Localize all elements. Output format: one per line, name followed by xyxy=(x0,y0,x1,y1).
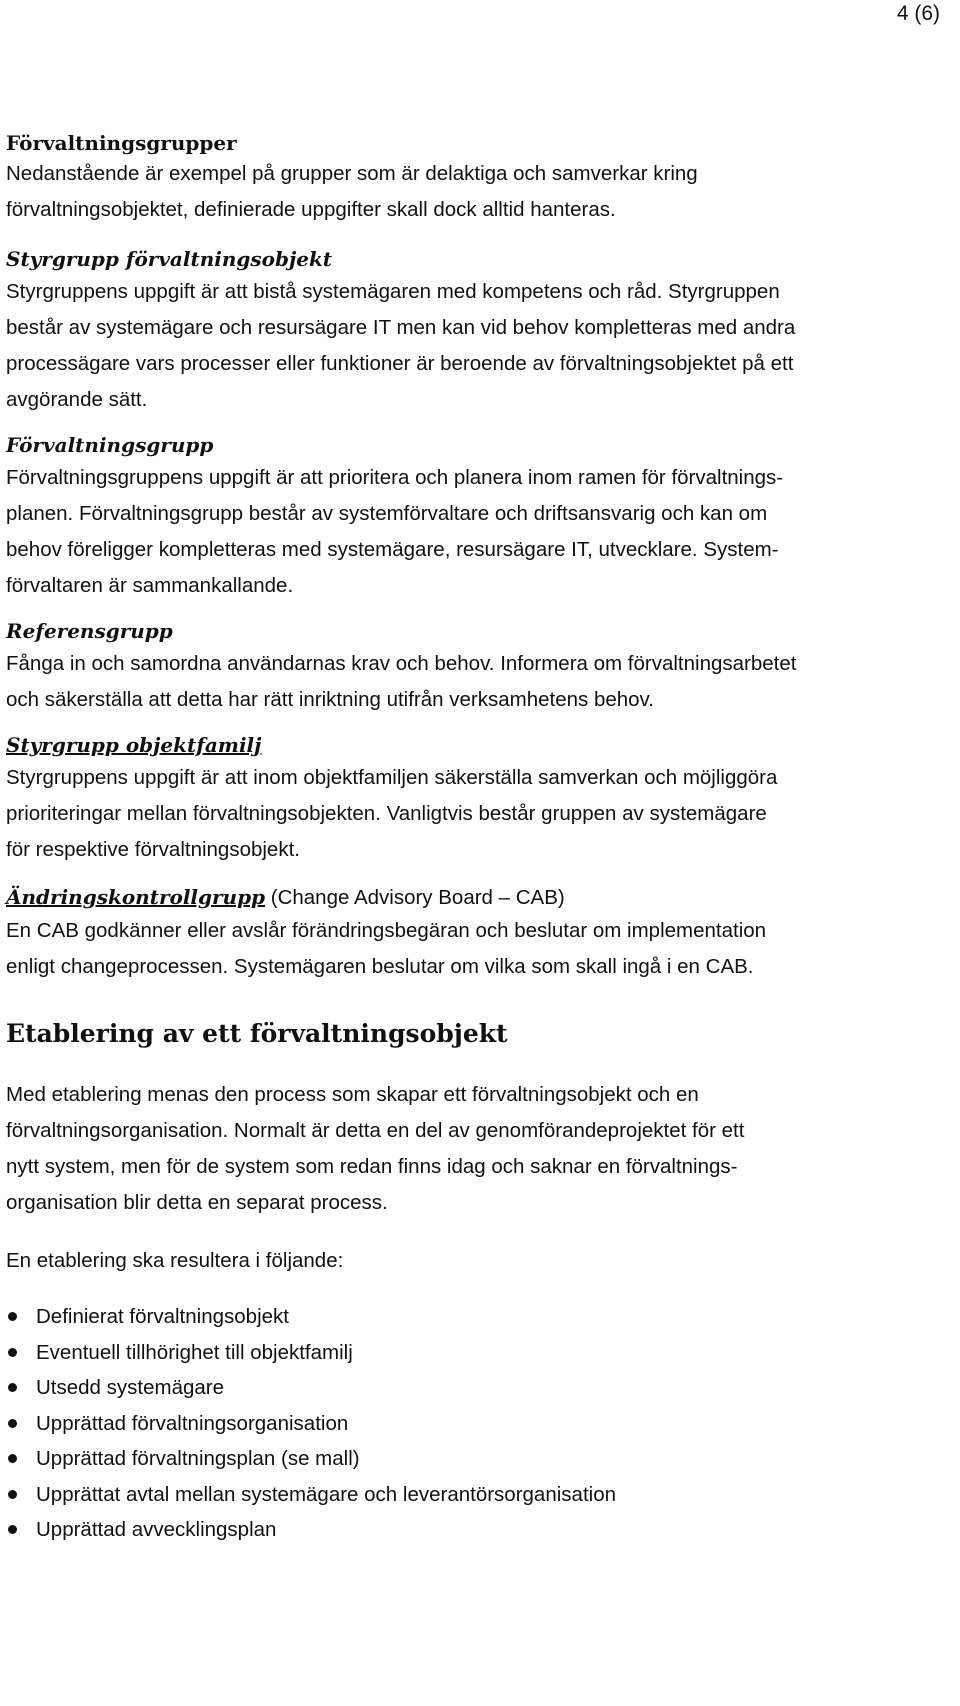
bullet-icon xyxy=(8,1312,17,1321)
paragraph-line: Med etablering menas den process som skapar ett förvaltningsobjekt och en xyxy=(6,1083,699,1106)
document-body xyxy=(6,130,946,1548)
list-item-text: Upprättad förvaltningsorganisation xyxy=(36,1411,349,1435)
section-heading xyxy=(6,882,946,913)
paragraph-line: planen. Förvaltningsgrupp består av systemförvaltare och driftsansvarig och kan om xyxy=(6,502,768,525)
paragraph-line: förvaltaren är sammankallande. xyxy=(6,574,294,597)
paragraph-line: förvaltningsorganisation. Normalt är detta en del av genomförandeprojektet för ett xyxy=(6,1119,745,1142)
list-item xyxy=(6,1441,946,1477)
page-number: 4 (6) xyxy=(896,2,940,25)
results-list xyxy=(6,1299,946,1548)
bullet-icon xyxy=(8,1348,17,1357)
list-item-text: Upprättad förvaltningsplan (se mall) xyxy=(36,1447,360,1470)
section-forvaltningsgrupper xyxy=(6,130,946,228)
paragraph-line: består av systemägare och resursägare IT men kan vid behov kompletteras med andra xyxy=(6,316,796,339)
bullet-icon xyxy=(8,1383,17,1392)
section-heading: Referensgrupp xyxy=(6,619,173,643)
list-item xyxy=(6,1477,946,1513)
section-heading xyxy=(6,730,946,760)
section-heading-text: Ändringskontrollgrupp xyxy=(6,885,266,909)
list-item-text: Upprättat avtal mellan systemägare och leverantörsorganisation xyxy=(36,1482,616,1506)
list-item-text: Utsedd systemägare xyxy=(36,1376,225,1399)
paragraph-line: och säkerställa att detta har rätt inriktning utifrån verksamhetens behov. xyxy=(6,688,654,711)
section-heading: Styrgrupp förvaltningsobjekt xyxy=(6,247,333,271)
list-item xyxy=(6,1370,946,1406)
results-intro: En etablering ska resultera i följande: xyxy=(6,1249,344,1272)
paragraph-line: Styrgruppens uppgift är att inom objektfamiljen säkerställa samverkan och möjliggöra xyxy=(6,766,778,789)
bullet-icon xyxy=(8,1490,17,1499)
paragraph xyxy=(6,1077,946,1221)
bullet-icon xyxy=(8,1454,17,1463)
paragraph-line: En CAB godkänner eller avslår förändringsbegäran och beslutar om implementation xyxy=(6,919,767,942)
section-referensgrupp xyxy=(6,616,946,718)
section-etablering xyxy=(6,1017,946,1548)
list-item-text: Definierat förvaltningsobjekt xyxy=(36,1305,289,1328)
list-item-text: Upprättad avvecklingsplan xyxy=(36,1518,277,1541)
section-styrgrupp-forvaltningsobjekt xyxy=(6,244,946,418)
paragraph-line: behov föreligger kompletteras med systemägare, resursägare IT, utvecklare. System- xyxy=(6,538,779,561)
paragraph-line: prioriteringar mellan förvaltningsobjekten. Vanligtvis består gruppen av systemägare xyxy=(6,802,767,825)
paragraph-line: nytt system, men för de system som redan finns idag och saknar en förvaltnings- xyxy=(6,1155,738,1178)
list-item xyxy=(6,1299,946,1335)
section-heading-text: Styrgrupp objektfamilj xyxy=(6,733,262,757)
paragraph-line: enligt changeprocessen. Systemägaren beslutar om vilka som skall ingå i en CAB. xyxy=(6,955,754,978)
section-styrgrupp-objektfamilj xyxy=(6,730,946,868)
list-item-text: Eventuell tillhörighet till objektfamilj xyxy=(36,1340,353,1364)
section-heading: Förvaltningsgrupper xyxy=(6,131,237,155)
section-heading: Förvaltningsgrupp xyxy=(6,433,214,457)
paragraph-line: Fånga in och samordna användarnas krav och behov. Informera om förvaltningsarbetet xyxy=(6,652,797,675)
main-heading: Etablering av ett förvaltningsobjekt xyxy=(6,1019,508,1048)
paragraph-line: för respektive förvaltningsobjekt. xyxy=(6,838,300,861)
paragraph-line: processägare vars processer eller funktioner är beroende av förvaltningsobjektet på ett xyxy=(6,352,794,375)
bullet-icon xyxy=(8,1525,17,1534)
paragraph-line: Nedanstående är exempel på grupper som är delaktiga och samverkar kring xyxy=(6,162,698,185)
paragraph-line: avgörande sätt. xyxy=(6,388,148,411)
section-andringskontrollgrupp xyxy=(6,882,946,985)
paragraph-line: Förvaltningsgruppens uppgift är att prioritera och planera inom ramen för förvaltnings- xyxy=(6,466,784,489)
list-item xyxy=(6,1512,946,1548)
list-item xyxy=(6,1335,946,1371)
section-forvaltningsgrupp xyxy=(6,430,946,604)
paragraph-line: Styrgruppens uppgift är att bistå systemägaren med kompetens och råd. Styrgruppen xyxy=(6,280,780,303)
section-heading-suffix: (Change Advisory Board – CAB) xyxy=(265,886,565,909)
paragraph-line: organisation blir detta en separat process. xyxy=(6,1191,388,1214)
list-item xyxy=(6,1406,946,1442)
bullet-icon xyxy=(8,1419,17,1428)
paragraph-line: förvaltningsobjektet, definierade uppgifter skall dock alltid hanteras. xyxy=(6,198,616,221)
